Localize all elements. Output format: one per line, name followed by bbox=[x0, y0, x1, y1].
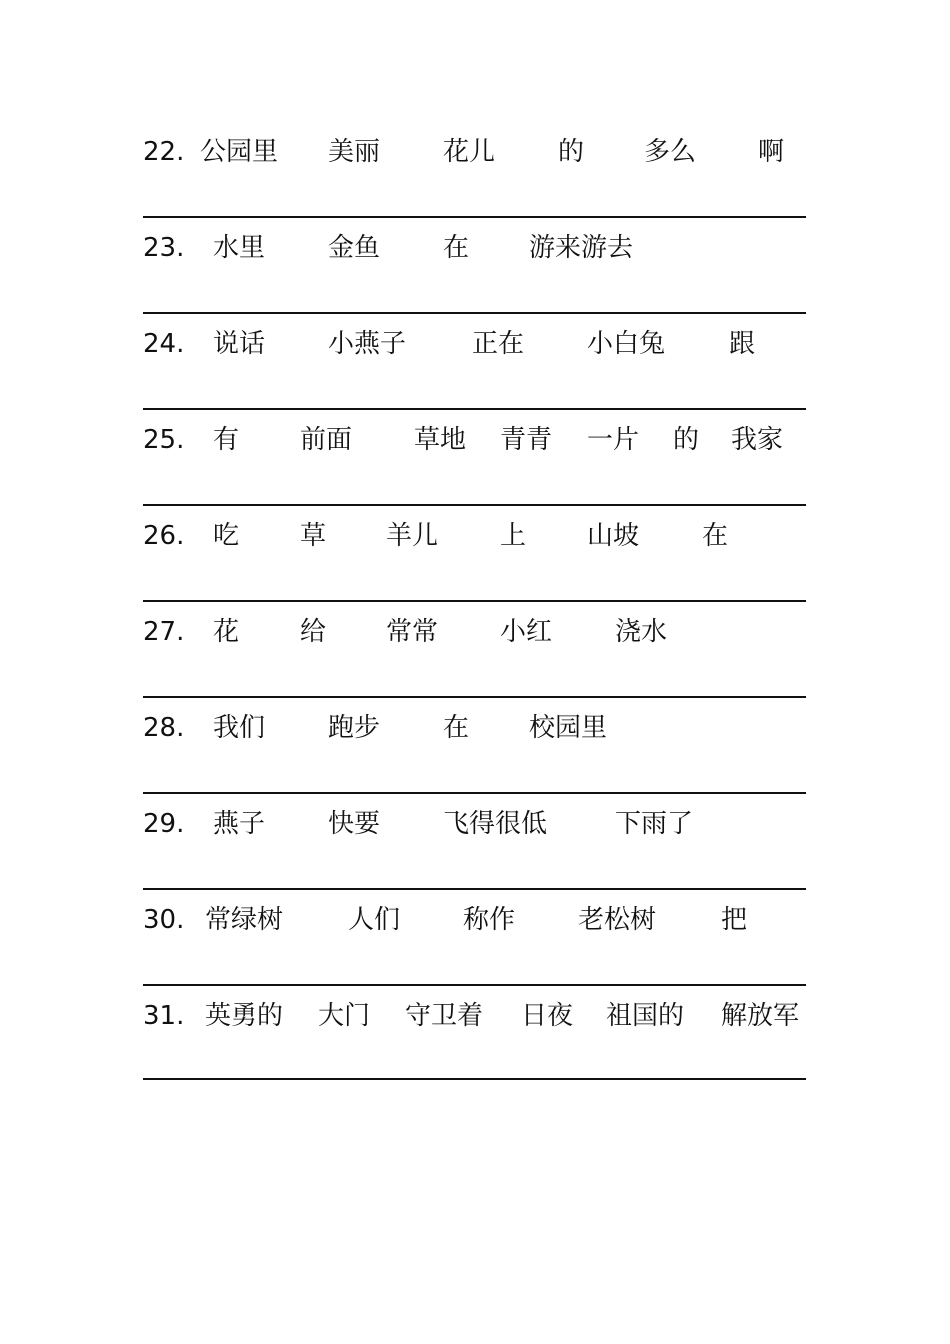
word: 草地 bbox=[414, 425, 467, 455]
word: 跟 bbox=[729, 329, 756, 359]
word: 称作 bbox=[463, 905, 516, 935]
word: 正在 bbox=[472, 329, 525, 359]
word: 小红 bbox=[500, 617, 553, 647]
exercise-28 bbox=[143, 711, 806, 807]
exercise-31 bbox=[143, 999, 806, 1095]
exercise-29 bbox=[143, 807, 806, 903]
answer-line[interactable] bbox=[143, 504, 806, 506]
answer-line[interactable] bbox=[143, 696, 806, 698]
item-number: 22. bbox=[143, 137, 185, 167]
word: 守卫着 bbox=[405, 1001, 484, 1031]
word: 常绿树 bbox=[205, 905, 284, 935]
word: 山坡 bbox=[587, 521, 640, 551]
word: 常常 bbox=[386, 617, 439, 647]
word: 解放军 bbox=[721, 1001, 800, 1031]
answer-line[interactable] bbox=[143, 600, 806, 602]
word: 前面 bbox=[300, 425, 353, 455]
word: 我们 bbox=[213, 713, 266, 743]
word: 青青 bbox=[500, 425, 553, 455]
word: 花 bbox=[213, 617, 240, 647]
word: 啊 bbox=[758, 137, 785, 167]
word: 小燕子 bbox=[328, 329, 407, 359]
item-number: 27. bbox=[143, 617, 185, 647]
word: 英勇的 bbox=[205, 1001, 284, 1031]
answer-line[interactable] bbox=[143, 1078, 806, 1080]
word: 日夜 bbox=[521, 1001, 574, 1031]
word: 草 bbox=[300, 521, 327, 551]
item-number: 26. bbox=[143, 521, 185, 551]
word: 在 bbox=[443, 713, 470, 743]
answer-line[interactable] bbox=[143, 888, 806, 890]
word: 的 bbox=[673, 425, 700, 455]
word: 在 bbox=[443, 233, 470, 263]
item-number: 30. bbox=[143, 905, 185, 935]
word: 快要 bbox=[328, 809, 381, 839]
word: 小白兔 bbox=[587, 329, 666, 359]
word: 下雨了 bbox=[615, 809, 694, 839]
exercise-27 bbox=[143, 615, 806, 711]
word: 燕子 bbox=[213, 809, 266, 839]
word: 多么 bbox=[644, 137, 697, 167]
word: 美丽 bbox=[328, 137, 381, 167]
word: 的 bbox=[558, 137, 585, 167]
word: 羊儿 bbox=[386, 521, 439, 551]
exercise-30 bbox=[143, 903, 806, 999]
answer-line[interactable] bbox=[143, 792, 806, 794]
item-number: 29. bbox=[143, 809, 185, 839]
word: 人们 bbox=[348, 905, 401, 935]
word: 花儿 bbox=[443, 137, 496, 167]
word: 说话 bbox=[213, 329, 266, 359]
answer-line[interactable] bbox=[143, 408, 806, 410]
answer-line[interactable] bbox=[143, 984, 806, 986]
word: 校园里 bbox=[529, 713, 608, 743]
word: 给 bbox=[300, 617, 327, 647]
word: 浇水 bbox=[615, 617, 668, 647]
item-number: 23. bbox=[143, 233, 185, 263]
word: 金鱼 bbox=[328, 233, 381, 263]
word: 水里 bbox=[213, 233, 266, 263]
word: 公园里 bbox=[200, 137, 279, 167]
word: 大门 bbox=[318, 1001, 371, 1031]
item-number: 25. bbox=[143, 425, 185, 455]
word: 祖国的 bbox=[606, 1001, 685, 1031]
word: 游来游去 bbox=[529, 233, 634, 263]
exercise-23 bbox=[143, 231, 806, 327]
word: 上 bbox=[500, 521, 527, 551]
word: 有 bbox=[213, 425, 240, 455]
word: 吃 bbox=[213, 521, 240, 551]
item-number: 28. bbox=[143, 713, 185, 743]
item-number: 24. bbox=[143, 329, 185, 359]
word: 把 bbox=[721, 905, 748, 935]
answer-line[interactable] bbox=[143, 312, 806, 314]
exercise-24 bbox=[143, 327, 806, 423]
word: 跑步 bbox=[328, 713, 381, 743]
answer-line[interactable] bbox=[143, 216, 806, 218]
word: 老松树 bbox=[578, 905, 657, 935]
word: 一片 bbox=[587, 425, 640, 455]
exercise-22 bbox=[143, 135, 806, 231]
exercise-25 bbox=[143, 423, 806, 519]
word: 在 bbox=[702, 521, 729, 551]
word: 飞得很低 bbox=[443, 809, 548, 839]
item-number: 31. bbox=[143, 1001, 185, 1031]
exercise-26 bbox=[143, 519, 806, 615]
word: 我家 bbox=[731, 425, 784, 455]
